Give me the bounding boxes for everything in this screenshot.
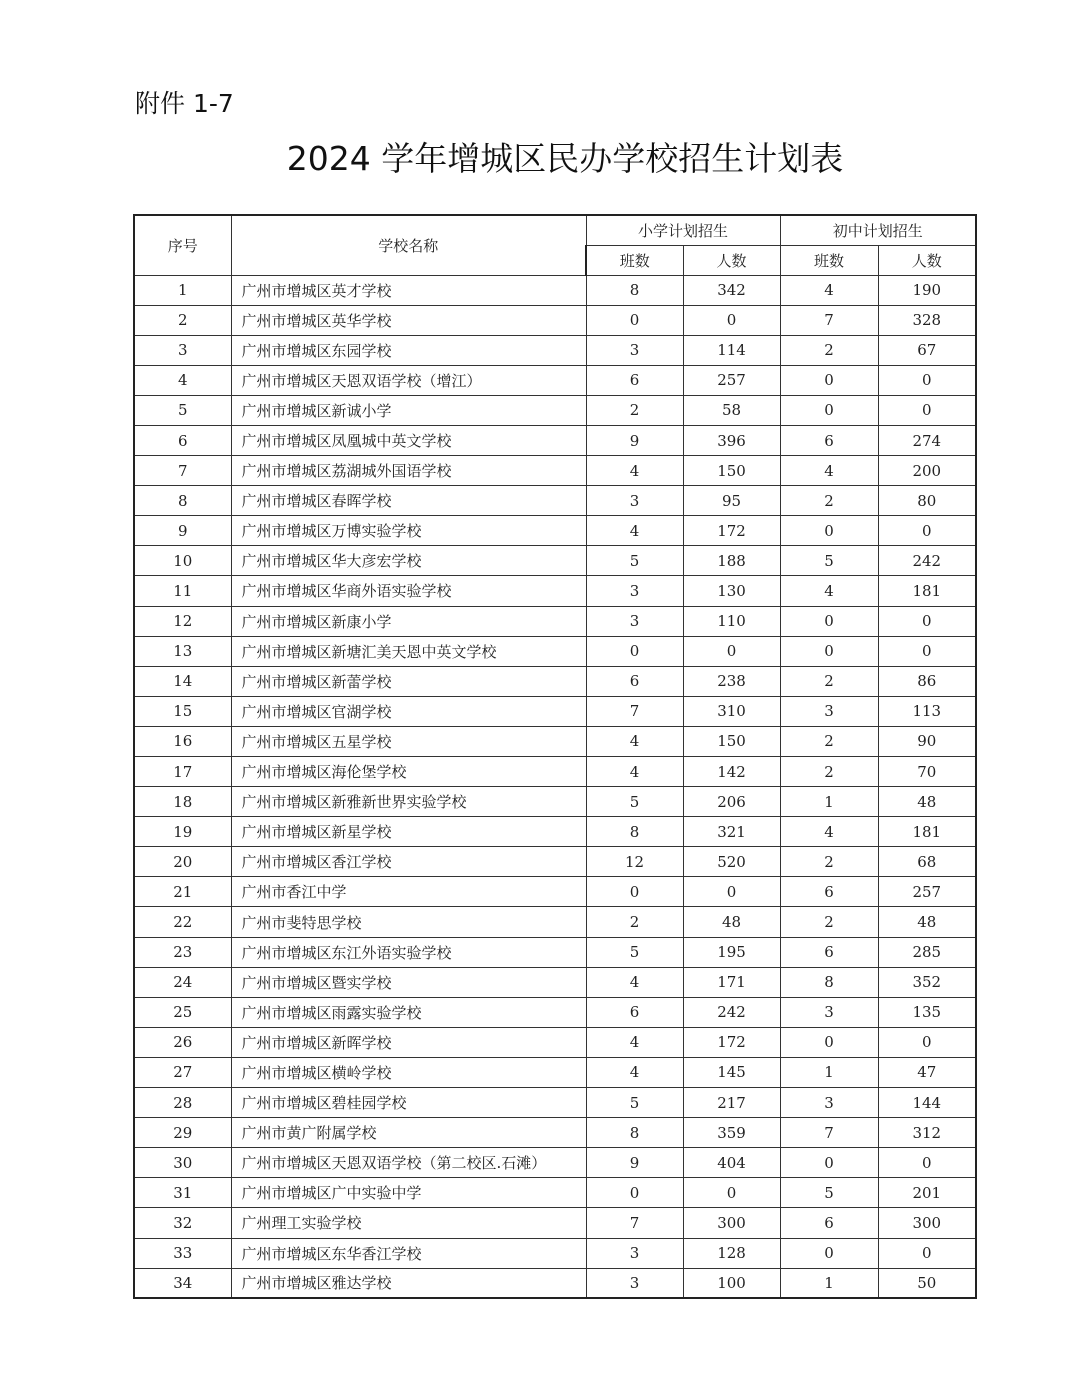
- document-title: 2024 学年增城区民办学校招生计划表: [286, 139, 844, 178]
- table-row: [134, 425, 976, 455]
- cell-primary-classes: 4: [586, 516, 683, 546]
- cell-primary-students: 58: [683, 395, 780, 425]
- cell-school-name: 广州市增城区暨实学校: [231, 967, 586, 997]
- cell-seq: 2: [134, 305, 231, 335]
- cell-junior-students: 0: [878, 606, 976, 636]
- cell-junior-students: 312: [878, 1118, 976, 1148]
- table-row: [134, 937, 976, 967]
- cell-junior-classes: 7: [780, 305, 878, 335]
- table-row: [134, 1238, 976, 1268]
- cell-junior-students: 0: [878, 365, 976, 395]
- table-row: [134, 1118, 976, 1148]
- cell-school-name: 广州市增城区天恩双语学校（增江）: [231, 365, 586, 395]
- table-row: [134, 997, 976, 1027]
- header-primary-students: 人数: [683, 245, 780, 275]
- header-primary-plan: 小学计划招生: [586, 215, 780, 245]
- cell-junior-students: 50: [878, 1268, 976, 1298]
- cell-school-name: 广州市增城区新蕾学校: [231, 666, 586, 696]
- cell-school-name: 广州市黄广附属学校: [231, 1118, 586, 1148]
- cell-primary-classes: 2: [586, 907, 683, 937]
- enrollment-plan-table: [133, 214, 977, 1299]
- cell-primary-students: 188: [683, 546, 780, 576]
- table-row: [134, 546, 976, 576]
- cell-seq: 4: [134, 365, 231, 395]
- cell-junior-students: 0: [878, 516, 976, 546]
- cell-school-name: 广州市增城区万博实验学校: [231, 516, 586, 546]
- cell-seq: 20: [134, 847, 231, 877]
- cell-junior-students: 285: [878, 937, 976, 967]
- cell-seq: 23: [134, 937, 231, 967]
- cell-junior-classes: 2: [780, 486, 878, 516]
- cell-school-name: 广州市增城区横岭学校: [231, 1057, 586, 1087]
- table-row: [134, 1268, 976, 1298]
- cell-seq: 18: [134, 787, 231, 817]
- cell-school-name: 广州市增城区碧桂园学校: [231, 1088, 586, 1118]
- cell-primary-students: 217: [683, 1088, 780, 1118]
- cell-primary-students: 520: [683, 847, 780, 877]
- cell-primary-students: 150: [683, 456, 780, 486]
- cell-junior-students: 135: [878, 997, 976, 1027]
- cell-seq: 21: [134, 877, 231, 907]
- cell-junior-classes: 8: [780, 967, 878, 997]
- cell-school-name: 广州市香江中学: [231, 877, 586, 907]
- cell-seq: 8: [134, 486, 231, 516]
- cell-junior-classes: 4: [780, 576, 878, 606]
- cell-primary-classes: 3: [586, 576, 683, 606]
- cell-seq: 17: [134, 757, 231, 787]
- table-row: [134, 817, 976, 847]
- cell-seq: 6: [134, 425, 231, 455]
- cell-junior-classes: 2: [780, 666, 878, 696]
- cell-primary-classes: 9: [586, 425, 683, 455]
- cell-junior-classes: 6: [780, 877, 878, 907]
- cell-junior-students: 0: [878, 636, 976, 666]
- cell-junior-students: 257: [878, 877, 976, 907]
- cell-school-name: 广州市增城区东华香江学校: [231, 1238, 586, 1268]
- cell-seq: 16: [134, 726, 231, 756]
- header-junior-students: 人数: [878, 245, 976, 275]
- table-row: [134, 1027, 976, 1057]
- cell-school-name: 广州市增城区东园学校: [231, 335, 586, 365]
- cell-school-name: 广州市斐特思学校: [231, 907, 586, 937]
- cell-junior-classes: 2: [780, 726, 878, 756]
- cell-junior-students: 68: [878, 847, 976, 877]
- cell-seq: 31: [134, 1178, 231, 1208]
- cell-junior-students: 80: [878, 486, 976, 516]
- cell-junior-classes: 4: [780, 275, 878, 305]
- cell-school-name: 广州市增城区新康小学: [231, 606, 586, 636]
- cell-junior-classes: 3: [780, 997, 878, 1027]
- cell-seq: 34: [134, 1268, 231, 1298]
- cell-primary-classes: 7: [586, 696, 683, 726]
- cell-primary-classes: 7: [586, 1208, 683, 1238]
- header-seq: 序号: [134, 215, 231, 275]
- cell-junior-students: 201: [878, 1178, 976, 1208]
- cell-primary-classes: 0: [586, 305, 683, 335]
- cell-primary-classes: 12: [586, 847, 683, 877]
- cell-primary-classes: 0: [586, 636, 683, 666]
- cell-primary-students: 206: [683, 787, 780, 817]
- cell-primary-classes: 8: [586, 1118, 683, 1148]
- cell-school-name: 广州市增城区华大彦宏学校: [231, 546, 586, 576]
- table-row: [134, 1208, 976, 1238]
- table-row: [134, 486, 976, 516]
- cell-junior-classes: 0: [780, 1238, 878, 1268]
- cell-seq: 10: [134, 546, 231, 576]
- cell-school-name: 广州市增城区新诚小学: [231, 395, 586, 425]
- cell-primary-classes: 3: [586, 486, 683, 516]
- table-row: [134, 275, 976, 305]
- table-row: [134, 335, 976, 365]
- cell-seq: 5: [134, 395, 231, 425]
- cell-primary-students: 396: [683, 425, 780, 455]
- header-primary-classes: 班数: [586, 245, 683, 275]
- cell-primary-students: 145: [683, 1057, 780, 1087]
- cell-primary-classes: 6: [586, 997, 683, 1027]
- cell-junior-classes: 2: [780, 335, 878, 365]
- header-junior-classes: 班数: [780, 245, 878, 275]
- cell-primary-students: 238: [683, 666, 780, 696]
- cell-primary-students: 359: [683, 1118, 780, 1148]
- cell-primary-classes: 4: [586, 757, 683, 787]
- table-row: [134, 726, 976, 756]
- cell-primary-classes: 4: [586, 967, 683, 997]
- cell-primary-classes: 5: [586, 546, 683, 576]
- cell-primary-students: 128: [683, 1238, 780, 1268]
- cell-primary-students: 48: [683, 907, 780, 937]
- cell-primary-students: 150: [683, 726, 780, 756]
- cell-primary-students: 300: [683, 1208, 780, 1238]
- cell-primary-students: 0: [683, 877, 780, 907]
- cell-school-name: 广州市增城区荔湖城外国语学校: [231, 456, 586, 486]
- cell-seq: 32: [134, 1208, 231, 1238]
- cell-junior-classes: 0: [780, 365, 878, 395]
- cell-school-name: 广州市增城区英才学校: [231, 275, 586, 305]
- cell-primary-students: 195: [683, 937, 780, 967]
- table-row: [134, 606, 976, 636]
- cell-junior-students: 113: [878, 696, 976, 726]
- cell-junior-classes: 2: [780, 847, 878, 877]
- cell-seq: 27: [134, 1057, 231, 1087]
- header-junior-plan: 初中计划招生: [780, 215, 976, 245]
- cell-primary-classes: 3: [586, 335, 683, 365]
- cell-primary-students: 130: [683, 576, 780, 606]
- cell-primary-students: 342: [683, 275, 780, 305]
- cell-junior-students: 144: [878, 1088, 976, 1118]
- cell-school-name: 广州市增城区华商外语实验学校: [231, 576, 586, 606]
- cell-junior-classes: 6: [780, 1208, 878, 1238]
- cell-seq: 12: [134, 606, 231, 636]
- cell-junior-classes: 2: [780, 757, 878, 787]
- cell-seq: 19: [134, 817, 231, 847]
- cell-primary-students: 242: [683, 997, 780, 1027]
- cell-school-name: 广州市增城区新雅新世界实验学校: [231, 787, 586, 817]
- cell-junior-classes: 1: [780, 787, 878, 817]
- cell-junior-students: 181: [878, 817, 976, 847]
- cell-junior-students: 48: [878, 787, 976, 817]
- cell-primary-classes: 6: [586, 666, 683, 696]
- cell-junior-students: 0: [878, 1027, 976, 1057]
- cell-junior-students: 274: [878, 425, 976, 455]
- cell-primary-classes: 4: [586, 456, 683, 486]
- attachment-label: 附件 1-7: [135, 89, 234, 118]
- table-row: [134, 967, 976, 997]
- cell-school-name: 广州市增城区新星学校: [231, 817, 586, 847]
- cell-junior-classes: 0: [780, 606, 878, 636]
- table-row: [134, 1178, 976, 1208]
- cell-seq: 22: [134, 907, 231, 937]
- cell-primary-students: 95: [683, 486, 780, 516]
- cell-junior-students: 47: [878, 1057, 976, 1087]
- cell-primary-students: 0: [683, 1178, 780, 1208]
- cell-junior-students: 200: [878, 456, 976, 486]
- table-body: [134, 275, 976, 1298]
- cell-junior-students: 190: [878, 275, 976, 305]
- cell-seq: 14: [134, 666, 231, 696]
- table-row: [134, 787, 976, 817]
- cell-primary-classes: 8: [586, 275, 683, 305]
- table-row: [134, 1057, 976, 1087]
- table-row: [134, 1148, 976, 1178]
- header-school-name: 学校名称: [231, 215, 586, 275]
- cell-primary-classes: 9: [586, 1148, 683, 1178]
- cell-junior-students: 70: [878, 757, 976, 787]
- cell-junior-students: 90: [878, 726, 976, 756]
- table-row: [134, 365, 976, 395]
- cell-junior-classes: 4: [780, 456, 878, 486]
- cell-school-name: 广州市增城区五星学校: [231, 726, 586, 756]
- cell-seq: 26: [134, 1027, 231, 1057]
- cell-primary-classes: 3: [586, 1268, 683, 1298]
- cell-seq: 28: [134, 1088, 231, 1118]
- cell-school-name: 广州市增城区官湖学校: [231, 696, 586, 726]
- cell-primary-students: 100: [683, 1268, 780, 1298]
- cell-primary-classes: 6: [586, 365, 683, 395]
- cell-seq: 1: [134, 275, 231, 305]
- cell-junior-students: 48: [878, 907, 976, 937]
- cell-junior-students: 0: [878, 395, 976, 425]
- cell-junior-classes: 3: [780, 696, 878, 726]
- table-row: [134, 907, 976, 937]
- cell-primary-students: 321: [683, 817, 780, 847]
- cell-junior-classes: 3: [780, 1088, 878, 1118]
- cell-seq: 15: [134, 696, 231, 726]
- cell-primary-classes: 2: [586, 395, 683, 425]
- cell-school-name: 广州市增城区海伦堡学校: [231, 757, 586, 787]
- cell-school-name: 广州市增城区雅达学校: [231, 1268, 586, 1298]
- table-row: [134, 636, 976, 666]
- cell-school-name: 广州市增城区新塘汇美天恩中英文学校: [231, 636, 586, 666]
- cell-school-name: 广州市增城区凤凰城中英文学校: [231, 425, 586, 455]
- cell-junior-classes: 0: [780, 1148, 878, 1178]
- cell-junior-students: 242: [878, 546, 976, 576]
- cell-primary-classes: 0: [586, 877, 683, 907]
- cell-primary-classes: 5: [586, 937, 683, 967]
- cell-seq: 9: [134, 516, 231, 546]
- cell-junior-students: 67: [878, 335, 976, 365]
- cell-junior-classes: 0: [780, 1027, 878, 1057]
- cell-primary-classes: 4: [586, 726, 683, 756]
- cell-primary-classes: 4: [586, 1027, 683, 1057]
- cell-junior-classes: 6: [780, 425, 878, 455]
- cell-junior-students: 86: [878, 666, 976, 696]
- cell-junior-classes: 4: [780, 817, 878, 847]
- cell-school-name: 广州市增城区新晖学校: [231, 1027, 586, 1057]
- cell-primary-classes: 3: [586, 1238, 683, 1268]
- cell-school-name: 广州市增城区春晖学校: [231, 486, 586, 516]
- cell-seq: 7: [134, 456, 231, 486]
- table-row: [134, 757, 976, 787]
- cell-junior-classes: 2: [780, 907, 878, 937]
- table-header: [134, 215, 976, 275]
- cell-primary-students: 172: [683, 516, 780, 546]
- table-row: [134, 696, 976, 726]
- cell-junior-students: 181: [878, 576, 976, 606]
- cell-primary-students: 0: [683, 305, 780, 335]
- cell-junior-classes: 5: [780, 546, 878, 576]
- cell-junior-classes: 1: [780, 1057, 878, 1087]
- cell-junior-students: 300: [878, 1208, 976, 1238]
- cell-primary-classes: 5: [586, 1088, 683, 1118]
- cell-school-name: 广州市增城区雨露实验学校: [231, 997, 586, 1027]
- cell-junior-classes: 0: [780, 395, 878, 425]
- cell-school-name: 广州市增城区香江学校: [231, 847, 586, 877]
- table-row: [134, 847, 976, 877]
- cell-seq: 29: [134, 1118, 231, 1148]
- table-row: [134, 877, 976, 907]
- cell-primary-classes: 8: [586, 817, 683, 847]
- cell-primary-classes: 5: [586, 787, 683, 817]
- cell-junior-classes: 1: [780, 1268, 878, 1298]
- cell-junior-students: 328: [878, 305, 976, 335]
- cell-school-name: 广州理工实验学校: [231, 1208, 586, 1238]
- cell-seq: 24: [134, 967, 231, 997]
- cell-primary-classes: 3: [586, 606, 683, 636]
- table-row: [134, 456, 976, 486]
- cell-seq: 30: [134, 1148, 231, 1178]
- table-row: [134, 1088, 976, 1118]
- cell-primary-students: 172: [683, 1027, 780, 1057]
- cell-school-name: 广州市增城区英华学校: [231, 305, 586, 335]
- cell-seq: 33: [134, 1238, 231, 1268]
- cell-primary-students: 110: [683, 606, 780, 636]
- cell-seq: 13: [134, 636, 231, 666]
- table-row: [134, 305, 976, 335]
- cell-school-name: 广州市增城区广中实验中学: [231, 1178, 586, 1208]
- cell-primary-students: 257: [683, 365, 780, 395]
- cell-junior-students: 352: [878, 967, 976, 997]
- table-row: [134, 576, 976, 606]
- cell-primary-students: 114: [683, 335, 780, 365]
- cell-primary-classes: 0: [586, 1178, 683, 1208]
- cell-primary-students: 404: [683, 1148, 780, 1178]
- cell-school-name: 广州市增城区天恩双语学校（第二校区.石滩）: [231, 1148, 586, 1178]
- table-row: [134, 666, 976, 696]
- table-row: [134, 516, 976, 546]
- cell-primary-students: 310: [683, 696, 780, 726]
- table-row: [134, 395, 976, 425]
- cell-seq: 3: [134, 335, 231, 365]
- cell-junior-classes: 6: [780, 937, 878, 967]
- cell-primary-classes: 4: [586, 1057, 683, 1087]
- cell-junior-classes: 7: [780, 1118, 878, 1148]
- cell-primary-students: 171: [683, 967, 780, 997]
- cell-junior-classes: 0: [780, 636, 878, 666]
- cell-school-name: 广州市增城区东江外语实验学校: [231, 937, 586, 967]
- cell-junior-classes: 0: [780, 516, 878, 546]
- cell-primary-students: 0: [683, 636, 780, 666]
- cell-junior-students: 0: [878, 1238, 976, 1268]
- cell-seq: 25: [134, 997, 231, 1027]
- cell-seq: 11: [134, 576, 231, 606]
- cell-junior-students: 0: [878, 1148, 976, 1178]
- cell-primary-students: 142: [683, 757, 780, 787]
- cell-junior-classes: 5: [780, 1178, 878, 1208]
